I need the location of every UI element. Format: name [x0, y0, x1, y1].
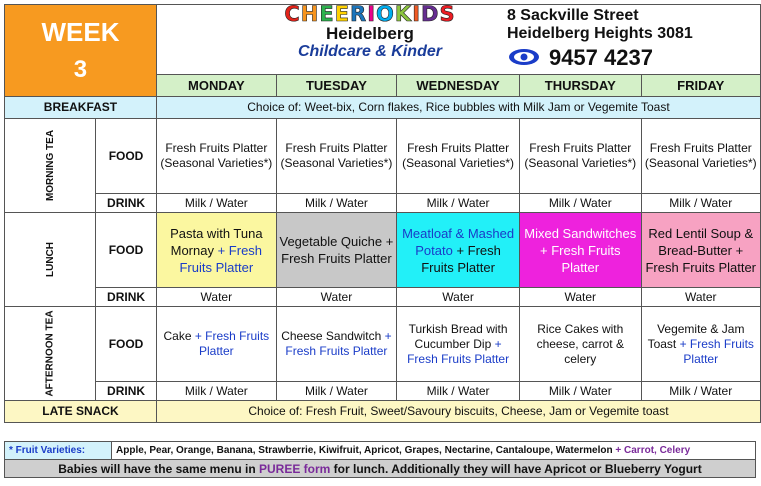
header-banner [156, 5, 760, 75]
afternoon-tea-food-friday: Vegemite & Jam Toast + Fresh Fruits Platter [641, 307, 761, 382]
afternoon-tea-drink-tuesday: Milk / Water [276, 382, 396, 401]
lunch-drink-thursday: Water [520, 288, 641, 307]
logo-letter: H [300, 4, 320, 26]
day-tuesday: TUESDAY [276, 75, 396, 97]
lunch-food-label: FOOD [96, 213, 157, 288]
morning-tea-food-tuesday: Fresh Fruits Platter (Seasonal Varieties*) [276, 119, 396, 194]
morning-tea-drink-label: DRINK [96, 194, 157, 213]
street-address: 8 Sackville Street [506, 7, 639, 24]
babies-note: Babies will have the same menu in PUREE form for lunch. Additionally they will have Apricot or Blueberry Yogurt [5, 460, 756, 478]
morning-tea-food-wednesday: Fresh Fruits Platter (Seasonal Varieties*) [397, 119, 520, 194]
afternoon-tea-food-label: FOOD [96, 307, 157, 382]
morning-tea-label: MORNING TEA [5, 119, 96, 213]
lunch-food-friday: Red Lentil Soup & Bread-Butter + Fresh Fruits Platter [641, 213, 761, 288]
late-snack-label: LATE SNACK [5, 401, 157, 423]
logo-letter: O [376, 4, 395, 26]
afternoon-tea-drink-label: DRINK [96, 382, 157, 401]
afternoon-tea-label: AFTERNOON TEA [5, 307, 96, 401]
suburb-address: Heidelberg Heights 3081 [506, 25, 693, 42]
notes-table [4, 441, 756, 478]
day-wednesday: WEDNESDAY [397, 75, 520, 97]
afternoon-tea-drink-thursday: Milk / Water [520, 382, 641, 401]
afternoon-tea-drink-monday: Milk / Water [156, 382, 276, 401]
breakfast-menu: Choice of: Weet-bix, Corn flakes, Rice bubbles with Milk Jam or Vegemite Toast [156, 97, 760, 119]
logo-letter: R [350, 4, 368, 26]
phone-icon [507, 47, 541, 67]
lunch-label: LUNCH [5, 213, 96, 307]
breakfast-label: BREAKFAST [5, 97, 157, 119]
morning-tea-drink-thursday: Milk / Water [520, 194, 641, 213]
lunch-drink-friday: Water [641, 288, 761, 307]
afternoon-tea-food-monday: Cake + Fresh Fruits Platter [156, 307, 276, 382]
logo-letter: S [439, 4, 456, 26]
morning-tea-food-thursday: Fresh Fruits Platter (Seasonal Varieties*) [520, 119, 641, 194]
morning-tea-food-friday: Fresh Fruits Platter (Seasonal Varieties*) [641, 119, 761, 194]
week-label: WEEK [41, 16, 120, 47]
afternoon-tea-drink-wednesday: Milk / Water [397, 382, 520, 401]
week-badge [5, 5, 157, 97]
phone-number: 9457 4237 [548, 44, 653, 70]
lunch-drink-wednesday: Water [397, 288, 520, 307]
tagline: Childcare & Kinder [297, 43, 442, 60]
day-friday: FRIDAY [641, 75, 761, 97]
morning-tea-drink-monday: Milk / Water [156, 194, 276, 213]
afternoon-tea-food-wednesday: Turkish Bread with Cucumber Dip + Fresh Fruits Platter [397, 307, 520, 382]
logo-letter: E [319, 4, 335, 26]
afternoon-tea-food-tuesday: Cheese Sandwitch + Fresh Fruits Platter [276, 307, 396, 382]
cheeriokids-logo [235, 4, 505, 26]
lunch-drink-monday: Water [156, 288, 276, 307]
morning-tea-food-monday: Fresh Fruits Platter (Seasonal Varieties*) [156, 119, 276, 194]
afternoon-tea-drink-friday: Milk / Water [641, 382, 761, 401]
logo-letter: E [334, 4, 351, 26]
lunch-food-tuesday: Vegetable Quiche + Fresh Fruits Platter [276, 213, 396, 288]
lunch-food-wednesday: Meatloaf & Mashed Potato + Fresh Fruits Platter [397, 213, 520, 288]
afternoon-tea-food-thursday: Rice Cakes with cheese, carrot & celery [520, 307, 641, 382]
logo-letter: I [367, 4, 377, 26]
logo-letter: D [421, 4, 440, 26]
day-monday: MONDAY [156, 75, 276, 97]
logo-letter: K [394, 4, 413, 26]
fruit-varieties-label: * Fruit Varieties: [5, 442, 112, 460]
morning-tea-drink-friday: Milk / Water [641, 194, 761, 213]
lunch-drink-label: DRINK [96, 288, 157, 307]
logo-letter: C [284, 4, 301, 26]
weekly-menu-table [4, 4, 761, 423]
week-number: 3 [73, 55, 88, 83]
late-snack-menu: Choice of: Fresh Fruit, Sweet/Savoury biscuits, Cheese, Jam or Vegemite toast [156, 401, 760, 423]
morning-tea-drink-wednesday: Milk / Water [397, 194, 520, 213]
morning-tea-food-label: FOOD [96, 119, 157, 194]
morning-tea-drink-tuesday: Milk / Water [276, 194, 396, 213]
lunch-food-thursday: Mixed Sandwitches + Fresh Fruits Platter [520, 213, 641, 288]
lunch-drink-tuesday: Water [276, 288, 396, 307]
day-thursday: THURSDAY [520, 75, 641, 97]
lunch-food-monday: Pasta with Tuna Mornay + Fresh Fruits Platter [156, 213, 276, 288]
location-name: Heidelberg [326, 24, 414, 43]
logo-letter: I [412, 4, 422, 26]
fruit-varieties-list: Apple, Pear, Orange, Banana, Strawberrie, Kiwifruit, Apricot, Grapes, Nectarine, Cantaloupe, Watermelon + Carrot, Celery [112, 442, 756, 460]
